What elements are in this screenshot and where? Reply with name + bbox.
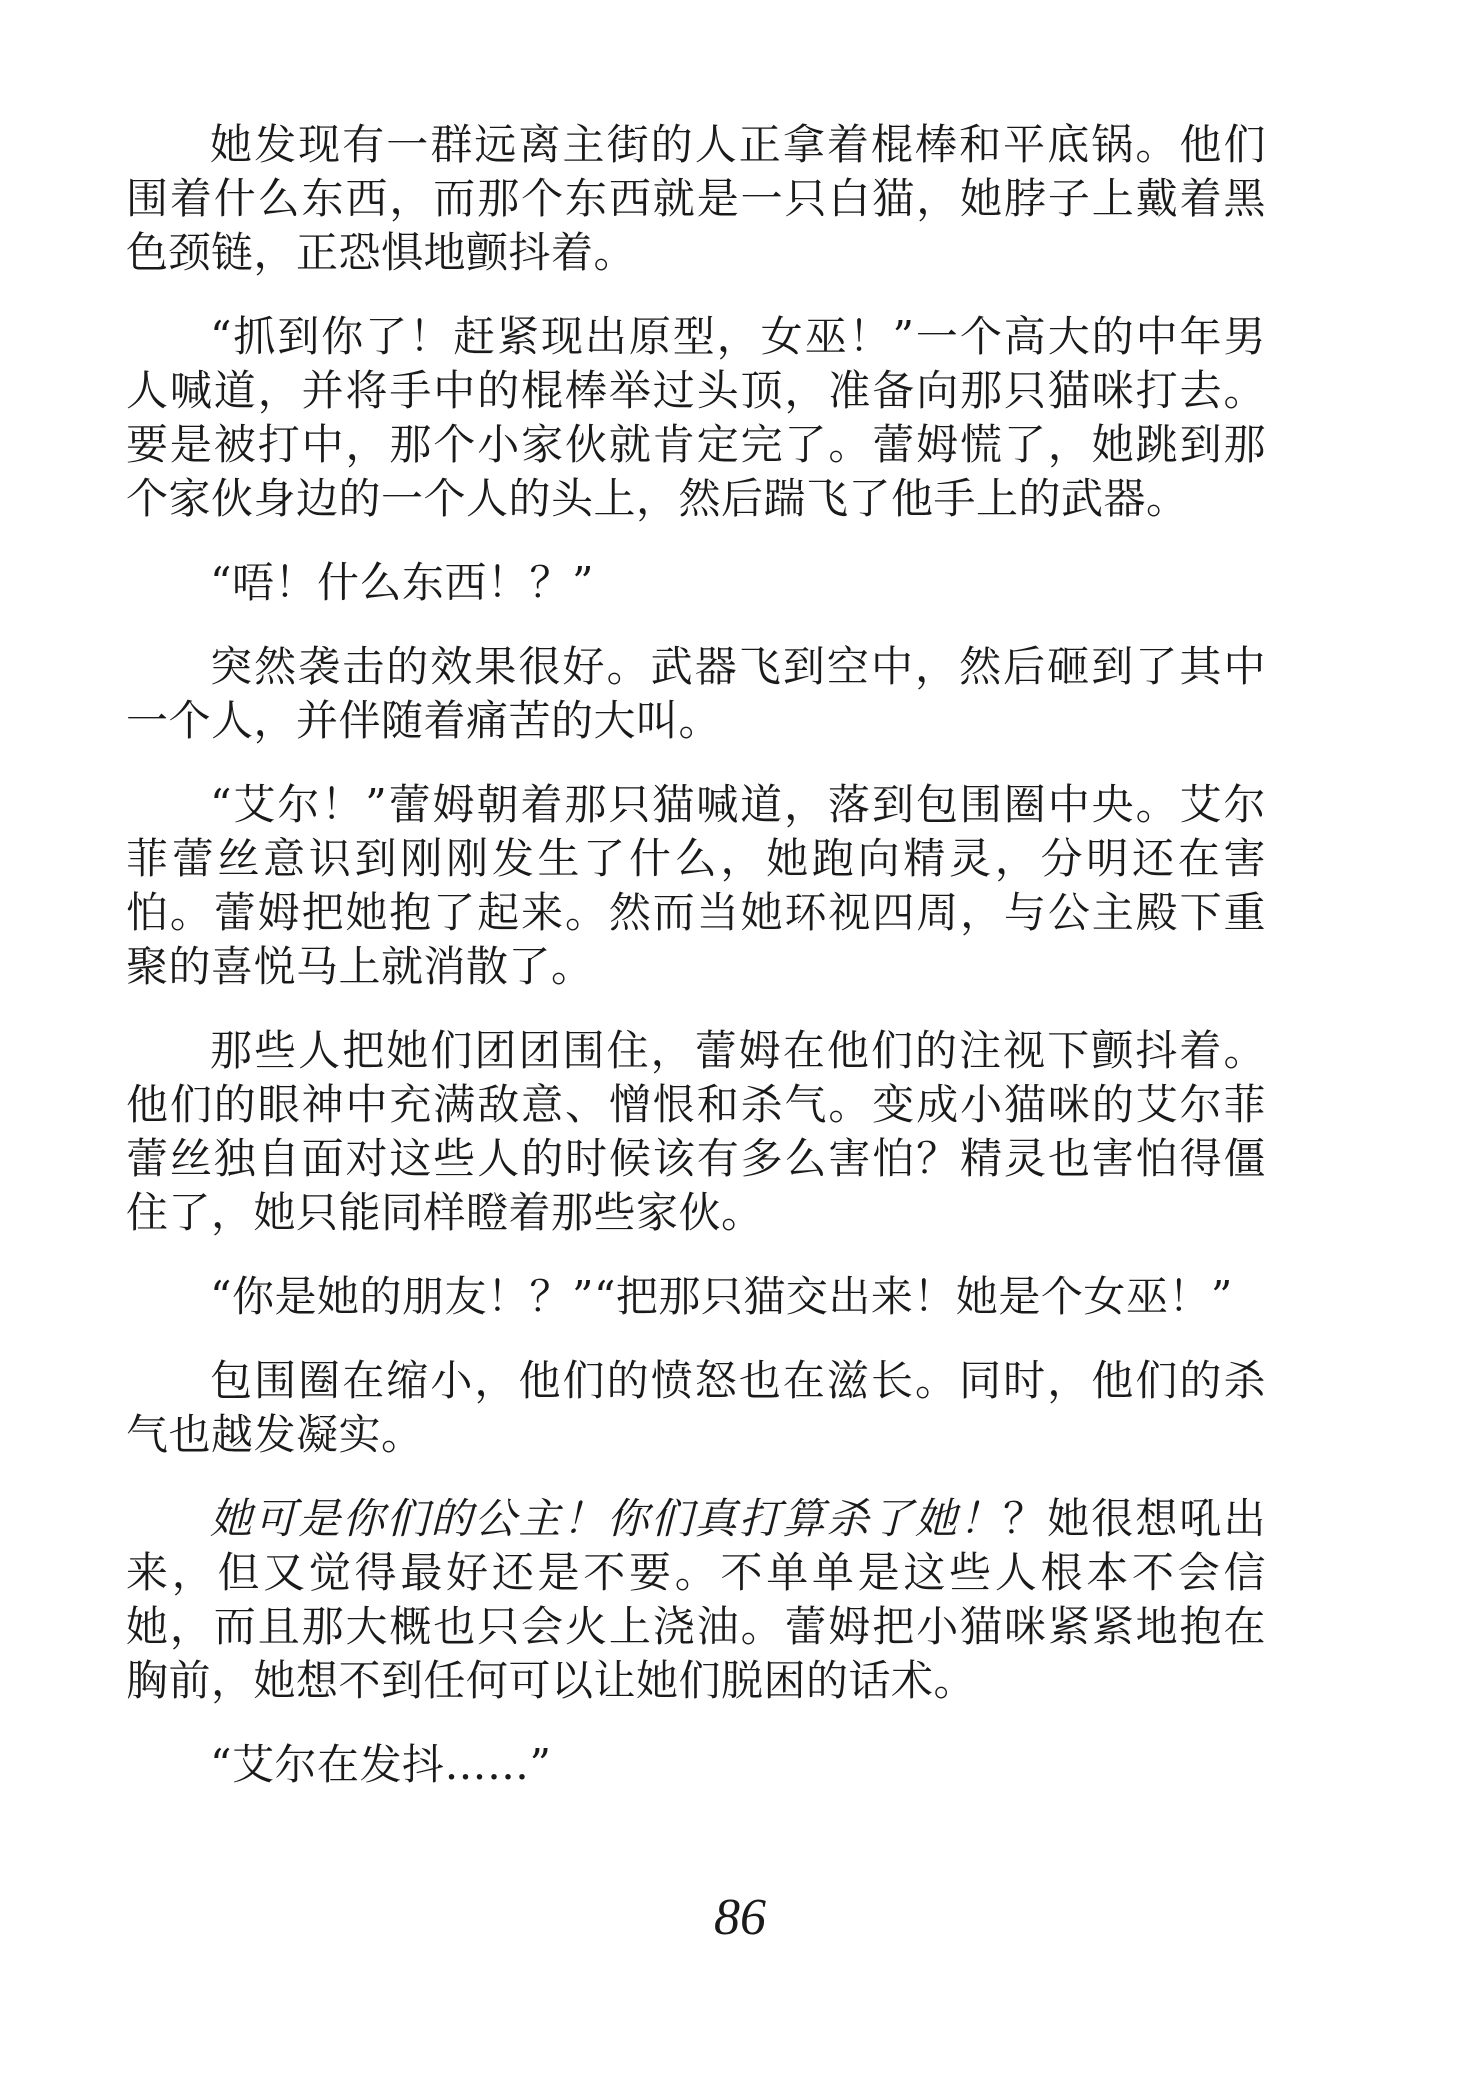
paragraph-8 bbox=[126, 1354, 1266, 1462]
paragraph-5 bbox=[126, 778, 1266, 994]
page-number: 86 bbox=[714, 1889, 766, 1946]
paragraph-text: “你是她的朋友！？”“把那只猫交出来！她是个女巫！” bbox=[210, 1272, 1233, 1321]
paragraph-text: “唔！什么东西！？” bbox=[210, 558, 594, 607]
paragraph-6 bbox=[126, 1024, 1266, 1240]
paragraph-2 bbox=[126, 310, 1266, 526]
paragraph-4 bbox=[126, 640, 1266, 748]
paragraph-text: 她发现有一群远离主街的人正拿着棍棒和平底锅。他们围着什么东西，而那个东西就是一只白猫，她脖子上戴着黑色颈链，正恐惧地颤抖着。 bbox=[126, 120, 1266, 277]
italic-thought: 她可是你们的公主！你们真打算杀了她！ bbox=[210, 1494, 1004, 1543]
paragraph-1 bbox=[126, 118, 1266, 280]
body-text bbox=[126, 118, 1266, 1822]
paragraph-7 bbox=[126, 1270, 1266, 1324]
paragraph-text: 那些人把她们团团围住，蕾姆在他们的注视下颤抖着。他们的眼神中充满敌意、憎恨和杀气。变成小猫咪的艾尔菲蕾丝独自面对这些人的时候该有多么害怕？精灵也害怕得僵住了，她只能同样瞪着那些家伙。 bbox=[126, 1026, 1266, 1237]
paragraph-text: “抓到你了！赶紧现出原型，女巫！”一个高大的中年男人喊道，并将手中的棍棒举过头顶，准备向那只猫咪打去。要是被打中，那个小家伙就肯定完了。蕾姆慌了，她跳到那个家伙身边的一个人的头上，然后踹飞了他手上的武器。 bbox=[126, 312, 1266, 523]
paragraph-text: “艾尔！”蕾姆朝着那只猫喊道，落到包围圈中央。艾尔菲蕾丝意识到刚刚发生了什么，她跑向精灵，分明还在害怕。蕾姆把她抱了起来。然而当她环视四周，与公主殿下重聚的喜悦马上就消散了。 bbox=[126, 780, 1266, 991]
paragraph-10 bbox=[126, 1738, 1266, 1792]
paragraph-text: 突然袭击的效果很好。武器飞到空中，然后砸到了其中一个人，并伴随着痛苦的大叫。 bbox=[126, 642, 1266, 745]
paragraph-text: “艾尔在发抖……” bbox=[210, 1740, 552, 1789]
paragraph-3 bbox=[126, 556, 1266, 610]
paragraph-text: ？她很想吼出来，但又觉得最好还是不要。不单单是这些人根本不会信她，而且那大概也只会火上浇油。蕾姆把小猫咪紧紧地抱在胸前，她想不到任何可以让她们脱困的话术。 bbox=[126, 1494, 1266, 1705]
paragraph-9 bbox=[126, 1492, 1266, 1708]
paragraph-text: 包围圈在缩小，他们的愤怒也在滋长。同时，他们的杀气也越发凝实。 bbox=[126, 1356, 1266, 1459]
